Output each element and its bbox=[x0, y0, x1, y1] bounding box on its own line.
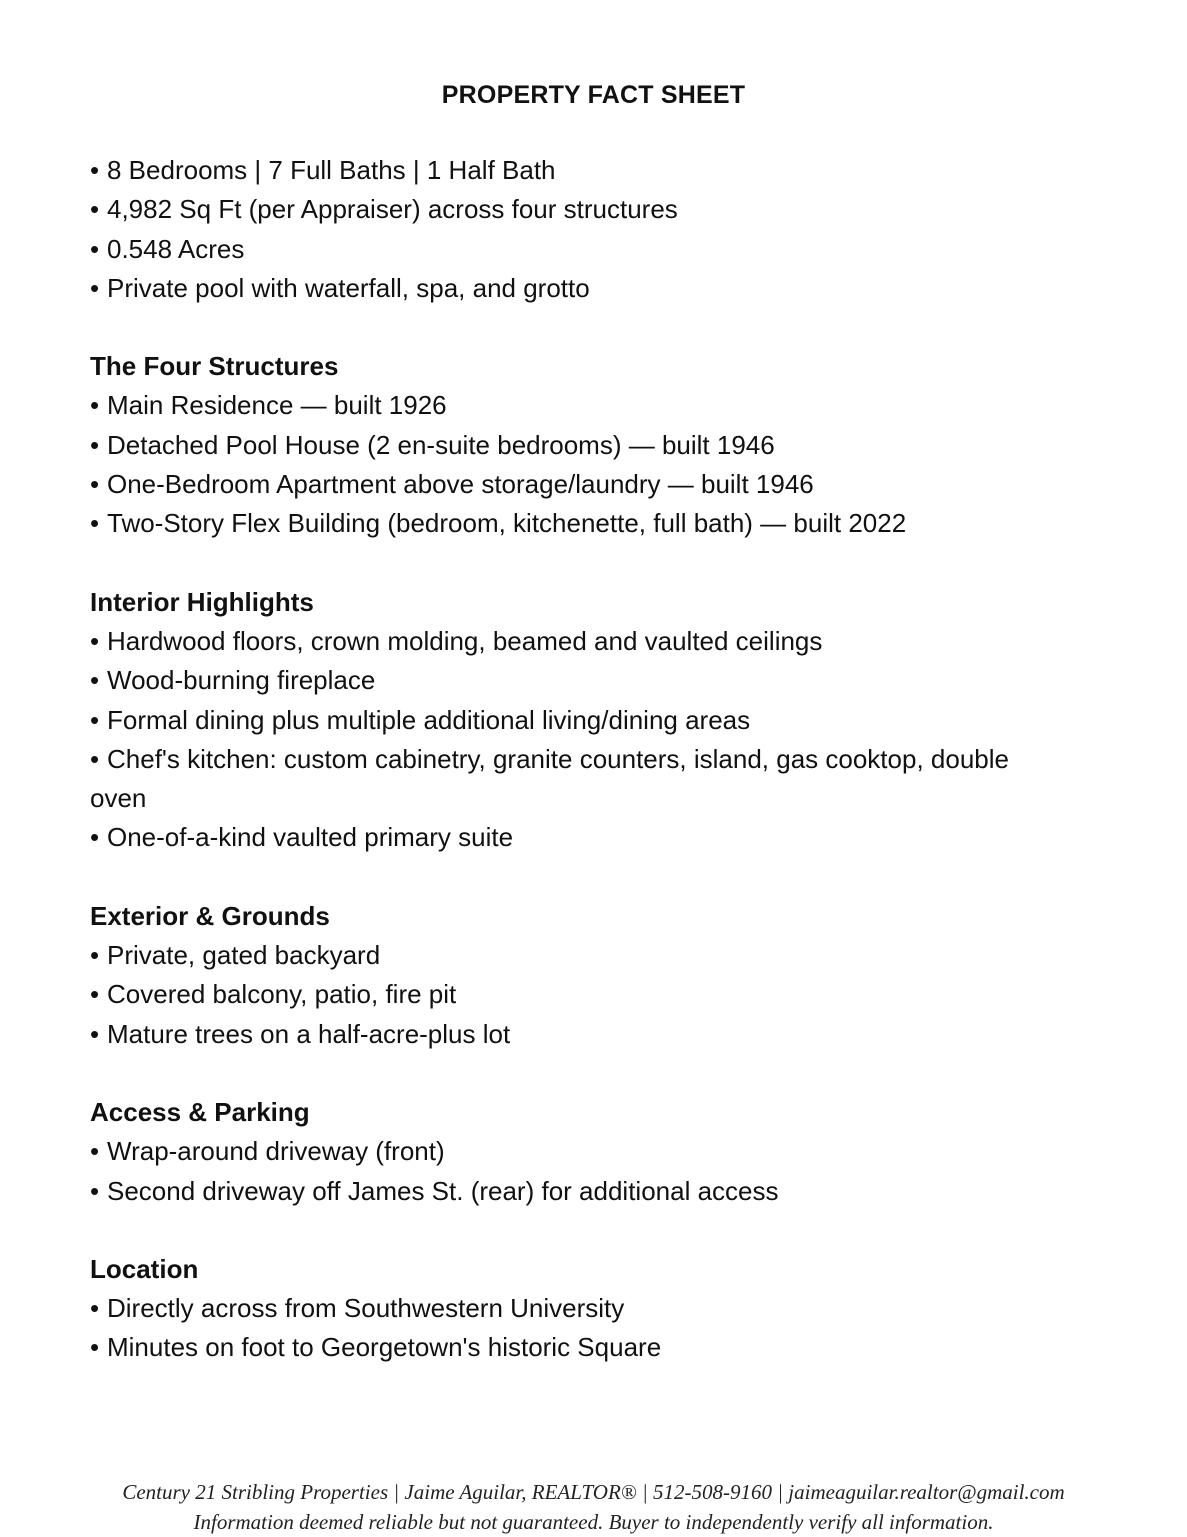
list-item bbox=[90, 504, 1050, 543]
list-item bbox=[90, 1132, 1050, 1171]
list-item bbox=[90, 701, 1050, 740]
bullet-icon: • bbox=[90, 940, 100, 971]
page-title: PROPERTY FACT SHEET bbox=[441, 81, 746, 109]
item-text: Covered balcony, patio, fire pit bbox=[107, 979, 457, 1010]
list-item bbox=[90, 269, 1050, 308]
bullet-icon: • bbox=[90, 429, 100, 460]
bullet-icon: • bbox=[90, 1175, 100, 1206]
list-item bbox=[90, 1015, 1050, 1054]
item-text: Formal dining plus multiple additional living/dining areas bbox=[107, 704, 751, 735]
item-text: Second driveway off James St. (rear) for additional access bbox=[107, 1175, 779, 1206]
structures-section bbox=[90, 347, 1050, 543]
item-text: Detached Pool House (2 en-suite bedrooms) — built 1946 bbox=[107, 429, 775, 460]
fact-sheet-body bbox=[90, 151, 1050, 1368]
list-item bbox=[90, 622, 1050, 661]
list-item bbox=[90, 190, 1050, 229]
overview-section bbox=[90, 151, 1050, 308]
access-section bbox=[90, 1093, 1050, 1211]
section-heading: Location bbox=[90, 1253, 199, 1284]
bullet-icon: • bbox=[90, 155, 100, 185]
bullet-icon: • bbox=[90, 1332, 100, 1363]
list-item bbox=[90, 426, 1050, 465]
item-text: Main Residence — built 1926 bbox=[107, 390, 447, 421]
item-text: Minutes on foot to Georgetown's historic Square bbox=[107, 1332, 662, 1363]
list-item bbox=[90, 936, 1050, 975]
section-heading: Exterior & Grounds bbox=[90, 900, 330, 931]
bullet-icon: • bbox=[90, 625, 100, 656]
list-item bbox=[90, 151, 1050, 190]
list-item bbox=[90, 1328, 1050, 1367]
bullet-icon: • bbox=[90, 665, 100, 696]
list-item bbox=[90, 386, 1050, 425]
item-text: One-Bedroom Apartment above storage/laundry — built 1946 bbox=[107, 469, 814, 500]
item-text: Wrap-around driveway (front) bbox=[107, 1136, 445, 1167]
list-item bbox=[90, 740, 1050, 819]
bullet-icon: • bbox=[90, 469, 100, 500]
item-text: Chef's kitchen: custom cabinetry, granite counters, island, gas cooktop, double oven bbox=[90, 743, 1009, 814]
list-item bbox=[90, 465, 1050, 504]
bullet-icon: • bbox=[90, 194, 100, 225]
item-text: One-of-a-kind vaulted primary suite bbox=[107, 822, 514, 853]
list-item bbox=[90, 818, 1050, 857]
bullet-icon: • bbox=[90, 233, 100, 264]
item-text: Wood-burning fireplace bbox=[107, 665, 376, 696]
exterior-section bbox=[90, 897, 1050, 1054]
footer-contact: Century 21 Stribling Properties | Jaime Aguilar, REALTOR® | 512-508-9160 | jaimeaguilar.realtor@gmail.com bbox=[122, 1480, 1065, 1504]
bullet-icon: • bbox=[90, 1293, 100, 1324]
list-item bbox=[90, 661, 1050, 700]
section-heading: The Four Structures bbox=[90, 351, 339, 382]
item-text: Two-Story Flex Building (bedroom, kitchenette, full bath) — built 2022 bbox=[107, 508, 907, 539]
list-item bbox=[90, 230, 1050, 269]
location-section bbox=[90, 1250, 1050, 1368]
section-heading: Access & Parking bbox=[90, 1096, 310, 1127]
bullet-icon: • bbox=[90, 272, 100, 303]
item-text: Hardwood floors, crown molding, beamed and vaulted ceilings bbox=[107, 625, 823, 656]
bullet-icon: • bbox=[90, 390, 100, 421]
item-text: 8 Bedrooms | 7 Full Baths | 1 Half Bath bbox=[107, 155, 556, 185]
list-item bbox=[90, 1289, 1050, 1328]
item-text: 4,982 Sq Ft (per Appraiser) across four structures bbox=[107, 194, 678, 225]
bullet-icon: • bbox=[90, 743, 100, 774]
bullet-icon: • bbox=[90, 822, 100, 853]
list-item bbox=[90, 975, 1050, 1014]
bullet-icon: • bbox=[90, 508, 100, 539]
item-text: Directly across from Southwestern University bbox=[107, 1293, 625, 1324]
item-text: Private pool with waterfall, spa, and grotto bbox=[107, 272, 590, 303]
item-text: Mature trees on a half-acre-plus lot bbox=[107, 1018, 511, 1049]
item-text: 0.548 Acres bbox=[107, 233, 245, 264]
list-item bbox=[90, 1172, 1050, 1211]
item-text: Private, gated backyard bbox=[107, 940, 381, 971]
interior-section bbox=[90, 583, 1050, 858]
footer-disclaimer: Information deemed reliable but not guaranteed. Buyer to independently verify all information. bbox=[193, 1510, 994, 1534]
bullet-icon: • bbox=[90, 704, 100, 735]
bullet-icon: • bbox=[90, 979, 100, 1010]
section-heading: Interior Highlights bbox=[90, 586, 314, 617]
bullet-icon: • bbox=[90, 1136, 100, 1167]
bullet-icon: • bbox=[90, 1018, 100, 1049]
